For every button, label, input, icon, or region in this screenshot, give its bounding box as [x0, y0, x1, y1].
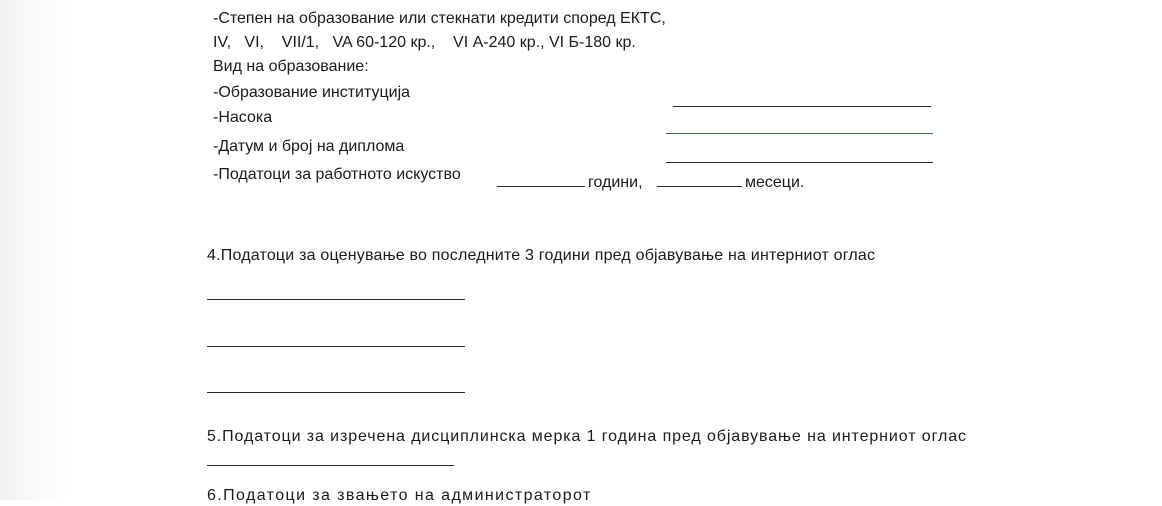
- degree-levels: IV, VI, VII/1, VA 60-120 кр., VI А-240 кр., VI Б-180 кр.: [213, 34, 636, 51]
- years-field-line[interactable]: [497, 186, 585, 187]
- education-type-label: Вид на образование:: [213, 58, 369, 75]
- institution-field-line[interactable]: [673, 106, 931, 107]
- scan-edge-shadow: [0, 0, 70, 500]
- section-4-field-line-2[interactable]: [207, 346, 465, 347]
- years-label: години,: [588, 174, 643, 191]
- diploma-label: -Датум и број на диплома: [213, 138, 405, 155]
- section-5-field-line[interactable]: [207, 465, 454, 466]
- months-field-line[interactable]: [657, 186, 742, 187]
- direction-field-line[interactable]: [666, 133, 933, 134]
- section-4-field-line-1[interactable]: [207, 299, 465, 300]
- section-6-heading-partial: 6.Податоци за звањето на администраторот: [207, 487, 592, 504]
- months-label: месеци.: [745, 174, 805, 191]
- institution-label: -Образование институција: [213, 84, 411, 101]
- degree-label: -Степен на образование или стекнати кредити според ЕКТС,: [213, 10, 666, 27]
- direction-label: -Насока: [213, 109, 273, 126]
- experience-label: -Податоци за работното искуство: [213, 166, 461, 183]
- section-4-field-line-3[interactable]: [207, 392, 465, 393]
- section-4-heading: 4.Податоци за оценување во последните 3 години пред објавување на интерниот оглас: [207, 247, 876, 264]
- section-5-heading: 5.Податоци за изречена дисциплинска мерка 1 година пред објавување на интерниот оглас: [207, 428, 967, 445]
- diploma-field-line[interactable]: [666, 162, 933, 163]
